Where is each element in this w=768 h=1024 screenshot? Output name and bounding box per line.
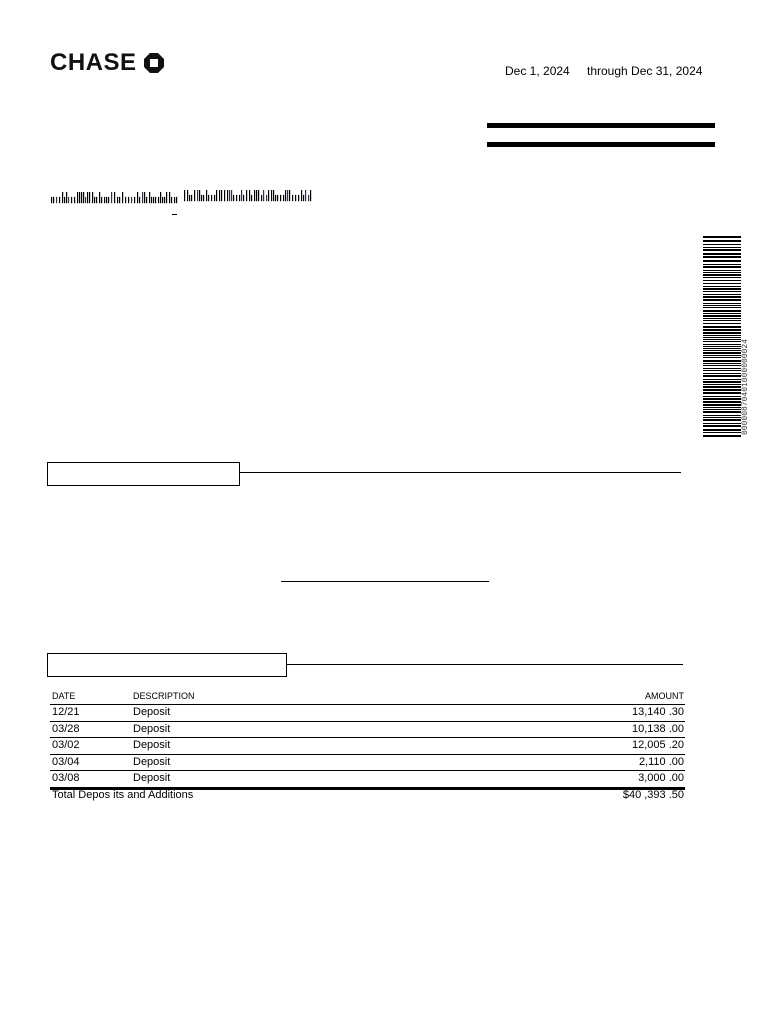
barcode-bar — [703, 299, 741, 301]
barcode-bar — [171, 197, 172, 203]
barcode-bar — [66, 192, 67, 203]
table-row — [50, 704, 685, 721]
barcode-bar — [298, 195, 299, 201]
row-description: Deposit — [133, 739, 171, 751]
barcode-bar — [277, 195, 278, 201]
barcode-bar — [703, 379, 741, 380]
barcode-bar — [703, 305, 741, 306]
barcode-bar — [261, 195, 262, 201]
barcode-bar — [703, 435, 741, 437]
barcode-bar — [703, 389, 741, 391]
barcode-bar — [114, 192, 115, 203]
barcode-bar — [99, 192, 100, 203]
barcode-bar — [703, 240, 741, 242]
barcode-bar — [51, 197, 52, 203]
barcode-bar — [703, 365, 741, 366]
barcode-bar — [703, 350, 741, 351]
barcode-bar — [703, 264, 741, 265]
barcode-bar — [703, 432, 741, 433]
row-date: 03/08 — [52, 772, 80, 784]
barcode-bar — [703, 280, 741, 281]
barcode-bar — [703, 310, 741, 312]
barcode-bar — [703, 256, 741, 258]
barcode-bar — [258, 190, 259, 201]
barcode-bar — [703, 423, 741, 424]
barcode-bar — [164, 197, 165, 203]
total-row — [50, 788, 685, 802]
barcode-bar — [289, 190, 290, 201]
barcode-bar — [308, 195, 309, 201]
barcode-bar — [703, 288, 741, 290]
barcode-bar — [703, 337, 741, 338]
barcode-bar — [703, 401, 741, 403]
barcode-bar — [149, 192, 150, 203]
barcode-bar — [703, 409, 741, 410]
barcode-bar — [162, 197, 163, 203]
barcode-bar — [301, 190, 302, 201]
barcode-bar — [134, 197, 135, 203]
table-row — [50, 721, 685, 738]
barcode-bar — [703, 370, 741, 371]
barcode-bar — [703, 339, 741, 340]
barcode-bar — [96, 197, 97, 203]
barcode-bar — [703, 291, 741, 292]
barcode-bar — [703, 368, 741, 369]
barcode-bar — [280, 195, 281, 201]
barcode-bar — [703, 286, 741, 287]
address-barcode-right — [184, 190, 312, 208]
barcode-bar — [208, 195, 209, 201]
barcode-bar — [184, 190, 185, 201]
barcode-bar — [249, 190, 250, 201]
barcode-bar — [703, 425, 741, 427]
row-amount: 3,000 .00 — [638, 772, 684, 784]
barcode-bar — [219, 190, 220, 201]
barcode-bar — [206, 190, 207, 201]
barcode-bar — [703, 249, 741, 251]
barcode-bar — [166, 192, 167, 203]
barcode-bar — [211, 195, 212, 201]
barcode-bar — [703, 411, 741, 413]
barcode-bar — [703, 326, 741, 328]
barcode-bar — [703, 277, 741, 278]
row-date: 12/21 — [52, 706, 80, 718]
statement-period-start: Dec 1, 2024 — [505, 64, 570, 78]
table-row — [50, 770, 685, 787]
row-amount: 13,140 .30 — [632, 706, 684, 718]
header-rule-top — [487, 123, 715, 128]
barcode-bar — [125, 197, 126, 203]
vertical-barcode — [703, 236, 743, 438]
barcode-bar — [703, 352, 741, 354]
barcode-bar — [703, 335, 741, 336]
total-amount: $40 ,393 .50 — [622, 788, 684, 801]
barcode-bar — [703, 384, 741, 385]
barcode-bar — [89, 192, 90, 203]
barcode-bar — [287, 190, 288, 201]
deposits-table — [50, 689, 685, 802]
barcode-bar — [224, 190, 225, 201]
barcode-bar — [703, 415, 741, 416]
row-date: 03/28 — [52, 722, 80, 735]
barcode-bar — [221, 190, 222, 201]
row-amount: 10,138 .00 — [632, 722, 684, 735]
barcode-bar — [137, 192, 138, 203]
barcode-bar — [703, 429, 741, 431]
section-header-box-2 — [47, 653, 287, 677]
barcode-bar — [94, 197, 95, 203]
barcode-bar — [703, 357, 741, 358]
barcode-bar — [104, 197, 105, 203]
barcode-bar — [176, 197, 177, 203]
barcode-bar — [160, 192, 161, 203]
barcode-bar — [101, 197, 102, 203]
barcode-bar — [128, 197, 129, 203]
barcode-bar — [703, 294, 741, 295]
row-description: Deposit — [133, 772, 171, 784]
logo-text: CHASE — [50, 49, 137, 76]
barcode-bar — [285, 190, 286, 201]
barcode-bar — [131, 197, 132, 203]
barcode-bar — [292, 195, 293, 201]
barcode-bar — [231, 190, 232, 201]
barcode-bar — [239, 195, 240, 201]
barcode-bar — [246, 190, 247, 201]
barcode-bar — [241, 190, 242, 201]
barcode-bar — [703, 270, 741, 271]
barcode-bar — [151, 197, 152, 203]
barcode-bar — [273, 190, 274, 201]
section-rule-1b — [330, 472, 681, 473]
barcode-bar — [703, 417, 741, 418]
barcode-bar — [703, 346, 741, 347]
barcode-bar — [77, 192, 78, 203]
barcode-bar — [703, 253, 741, 255]
barcode-bar — [268, 190, 269, 201]
barcode-bar — [703, 344, 741, 345]
middle-rule — [281, 581, 489, 582]
barcode-bar — [187, 190, 188, 201]
total-label: Total Depos its and Additions — [52, 788, 194, 801]
barcode-bar — [119, 197, 120, 203]
section-header-box-1 — [47, 462, 240, 486]
barcode-bar — [229, 190, 230, 201]
barcode-bar — [144, 192, 145, 203]
barcode-bar — [62, 192, 63, 203]
statement-period-end: through Dec 31, 2024 — [587, 64, 703, 78]
barcode-bar — [53, 197, 54, 203]
barcode-bar — [703, 407, 741, 408]
barcode-bar — [703, 260, 741, 262]
barcode-bar — [303, 195, 304, 201]
section-rule-1a — [240, 472, 330, 473]
barcode-bar — [251, 195, 252, 201]
row-date: 03/04 — [52, 755, 80, 768]
barcode-bar — [263, 190, 264, 201]
barcode-bar — [142, 192, 143, 203]
barcode-bar — [111, 192, 112, 203]
barcode-bar — [266, 195, 267, 201]
row-description: Deposit — [133, 755, 171, 768]
barcode-bar — [703, 386, 741, 388]
barcode-bar — [275, 195, 276, 201]
barcode-bar — [703, 341, 741, 342]
barcode-bar — [703, 392, 741, 394]
vertical-barcode-digits: 00000870401000000024 — [741, 338, 750, 435]
row-description: Deposit — [133, 722, 171, 735]
barcode-bar — [71, 197, 72, 203]
barcode-bar — [703, 329, 741, 331]
header-amount: AMOUNT — [645, 691, 684, 701]
barcode-bar — [236, 195, 237, 201]
barcode-bar — [139, 197, 140, 203]
barcode-bar — [227, 190, 228, 201]
barcode-bar — [703, 375, 741, 377]
barcode-bar — [199, 190, 200, 201]
header-description: DESCRIPTION — [133, 691, 195, 701]
barcode-bar — [703, 381, 741, 383]
row-date: 03/02 — [52, 739, 80, 751]
barcode-bar — [305, 190, 306, 201]
barcode-bar — [254, 190, 255, 201]
barcode-bar — [146, 197, 147, 203]
barcode-bar — [85, 197, 86, 203]
barcode-bar — [703, 274, 741, 276]
row-amount: 12,005 .20 — [632, 739, 684, 751]
barcode-bar — [703, 283, 741, 284]
barcode-bar — [703, 313, 741, 314]
barcode-bar — [703, 360, 741, 362]
barcode-bar — [703, 236, 741, 238]
barcode-bar — [117, 197, 118, 203]
barcode-bar — [197, 190, 198, 201]
table-row — [50, 737, 685, 754]
section-rule-2 — [287, 664, 683, 665]
barcode-bar — [81, 192, 82, 203]
barcode-bar — [155, 197, 156, 203]
barcode-bar — [158, 197, 159, 203]
barcode-bar — [153, 197, 154, 203]
barcode-bar — [703, 272, 741, 273]
address-barcode-left — [51, 192, 178, 206]
barcode-bar — [216, 190, 217, 201]
barcode-bar — [703, 247, 741, 248]
barcode-bar — [68, 197, 69, 203]
barcode-bar — [83, 192, 84, 203]
barcode-bar — [56, 197, 57, 203]
small-dash-mark — [172, 214, 177, 215]
barcode-bar — [703, 373, 741, 374]
barcode-bar — [191, 195, 192, 201]
barcode-bar — [233, 195, 234, 201]
barcode-bar — [79, 192, 80, 203]
barcode-bar — [703, 348, 741, 349]
barcode-bar — [703, 303, 741, 304]
barcode-bar — [295, 195, 296, 201]
barcode-bar — [703, 307, 741, 308]
barcode-bar — [703, 332, 741, 334]
barcode-bar — [256, 190, 257, 201]
barcode-bar — [703, 398, 741, 400]
barcode-bar — [703, 318, 741, 319]
barcode-bar — [122, 192, 123, 203]
header-rule-bottom — [487, 142, 715, 147]
barcode-bar — [64, 197, 65, 203]
row-description: Deposit — [133, 706, 171, 718]
barcode-bar — [703, 419, 741, 421]
chase-logo — [50, 50, 165, 76]
barcode-bar — [189, 195, 190, 201]
barcode-bar — [703, 244, 741, 245]
barcode-bar — [703, 320, 741, 321]
barcode-bar — [92, 192, 93, 203]
row-amount: 2,110 .00 — [638, 755, 684, 768]
barcode-bar — [201, 195, 202, 201]
barcode-bar — [194, 190, 195, 201]
barcode-bar — [59, 197, 60, 203]
barcode-bar — [703, 315, 741, 317]
table-header — [50, 689, 685, 704]
barcode-bar — [703, 323, 741, 324]
barcode-bar — [214, 195, 215, 201]
barcode-bar — [169, 192, 170, 203]
barcode-bar — [108, 197, 109, 203]
barcode-bar — [283, 195, 284, 201]
barcode-bar — [310, 190, 311, 201]
barcode-bar — [703, 296, 741, 298]
table-row — [50, 754, 685, 771]
barcode-bar — [703, 355, 741, 356]
barcode-bar — [703, 404, 741, 406]
header-date: DATE — [52, 691, 76, 701]
barcode-bar — [271, 190, 272, 201]
barcode-bar — [87, 192, 88, 203]
barcode-bar — [203, 195, 204, 201]
barcode-bar — [243, 195, 244, 201]
barcode-bar — [106, 197, 107, 203]
barcode-bar — [74, 197, 75, 203]
barcode-bar — [174, 197, 175, 203]
barcode-bar — [703, 396, 741, 397]
barcode-bar — [703, 266, 741, 268]
barcode-bar — [703, 363, 741, 364]
chase-octagon-logo-icon — [143, 52, 165, 74]
